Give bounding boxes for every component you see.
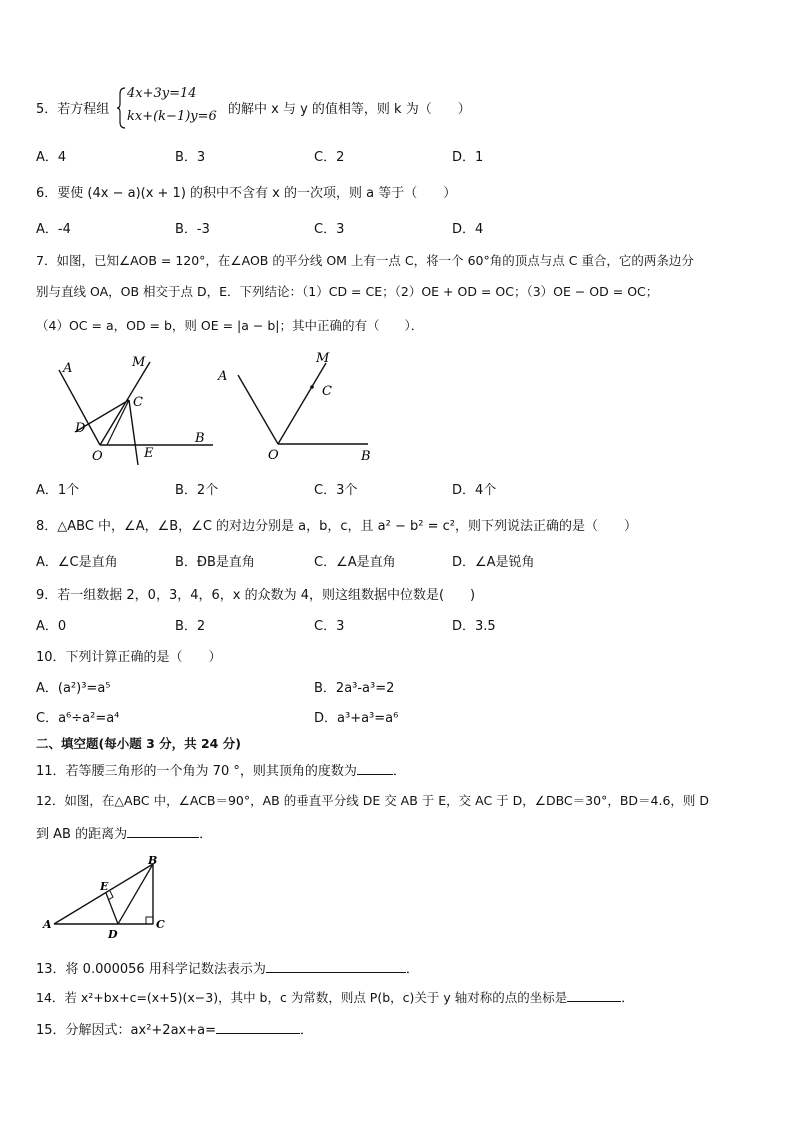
q6-option-c: C．3 bbox=[314, 222, 345, 237]
q6-text: 6．要使 (4x − a)(x + 1) 的积中不含有 x 的一次项，则 a 等于（ ） bbox=[36, 186, 457, 201]
q12-line-1: 12．如图，在△ABC 中，∠ACB＝90°，AB 的垂直平分线 DE 交 AB 于 E，交 AC 于 D，∠DBC＝30°，BD＝4.6，则 D bbox=[36, 793, 709, 808]
q13-text: 13．将 0.000056 用科学记数法表示为 bbox=[36, 962, 266, 977]
q6-option-b: B．-3 bbox=[175, 222, 210, 237]
q9-option-a: A．0 bbox=[36, 619, 67, 634]
fig1-label-o: O bbox=[92, 449, 103, 464]
q14-text: 14．若 x²+bx+c=(x+5)(x−3)，其中 b，c 为常数，则点 P(b，c)关于 y 轴对称的点的坐标是 bbox=[36, 990, 568, 1005]
q6-option-d: D．4 bbox=[452, 222, 484, 237]
q7-option-c: C．3个 bbox=[314, 483, 358, 498]
fig3-label-b: B bbox=[148, 854, 158, 867]
fig1-label-c: C bbox=[133, 395, 143, 410]
q7-figure-2 bbox=[210, 347, 380, 467]
q8-text: 8．△ABC 中，∠A，∠B，∠C 的对边分别是 a，b，c，且 a² − b² = c²，则下列说法正确的是（ ） bbox=[36, 519, 637, 534]
q10-option-c: C．a⁶÷a²=a⁴ bbox=[36, 711, 120, 726]
q10-option-d: D．a³+a³=a⁶ bbox=[314, 711, 399, 726]
q13-tail: ． bbox=[405, 962, 419, 977]
q9-option-d: D．3.5 bbox=[452, 619, 496, 634]
q9-text: 9．若一组数据 2，0，3，4，6，x 的众数为 4，则这组数据中位数是( ) bbox=[36, 588, 476, 603]
q14-answer-blank[interactable] bbox=[567, 989, 621, 1002]
fig2-label-c: C bbox=[322, 384, 332, 399]
section-2-title: 二、填空题(每小题 3 分，共 24 分) bbox=[36, 736, 241, 751]
fig2-label-o: O bbox=[268, 448, 279, 463]
fig3-label-a: A bbox=[43, 918, 52, 931]
q7-line-3: （4）OC = a，OD = b，则 OE = |a − b|；其中正确的有（ ）． bbox=[36, 318, 424, 333]
q12-line-2: 到 AB 的距离为 bbox=[36, 827, 128, 842]
q5-prefix: 若方程组 bbox=[57, 102, 110, 117]
q10-text: 10．下列计算正确的是（ ） bbox=[36, 650, 222, 665]
q5-option-b: B．3 bbox=[175, 150, 206, 165]
q10-option-b: B．2a³-a³=2 bbox=[314, 681, 395, 696]
q8-option-d: D．∠A是锐角 bbox=[452, 555, 535, 570]
fig1-label-d: D bbox=[75, 421, 86, 436]
q6-option-a: A．-4 bbox=[36, 222, 71, 237]
fig2-label-m: M bbox=[316, 351, 330, 366]
q5-number: 5． bbox=[36, 102, 58, 117]
q5-equation-2: kx+(k−1)y=6 bbox=[127, 109, 217, 124]
q13-row bbox=[36, 958, 419, 977]
fig1-label-a: A bbox=[63, 361, 73, 376]
q10-option-a: A．(a²)³=a⁵ bbox=[36, 681, 111, 696]
q7-line-2: 别与直线 OA，OB 相交于点 D，E．下列结论：（1）CD = CE；（2）OE + OD = OC；（3）OE − OD = OC； bbox=[36, 284, 659, 299]
q7-line-1: 7．如图，已知∠AOB = 120°，在∠AOB 的平分线 OM 上有一点 C，将一个 60°角的顶点与点 C 重合，它的两条边分 bbox=[36, 253, 694, 268]
fig1-label-e: E bbox=[144, 446, 154, 461]
q8-option-b: B．ÐB是直角 bbox=[175, 555, 255, 570]
q12-triangle-figure bbox=[38, 852, 178, 942]
q9-option-c: C．3 bbox=[314, 619, 345, 634]
q5-option-c: C．2 bbox=[314, 150, 345, 165]
fig1-label-m: M bbox=[132, 355, 146, 370]
q5-equation-1: 4x+3y=14 bbox=[127, 86, 197, 101]
q14-tail: ． bbox=[621, 990, 634, 1005]
q5-option-a: A．4 bbox=[36, 150, 67, 165]
q5-number-and-prefix bbox=[36, 98, 109, 117]
fig2-label-b: B bbox=[361, 449, 371, 464]
q14-row bbox=[36, 988, 634, 1006]
q11-text: 11．若等腰三角形的一个角为 70 °，则其顶角的度数为 bbox=[36, 764, 357, 779]
q15-row bbox=[36, 1019, 313, 1038]
q5-option-d: D．1 bbox=[452, 150, 484, 165]
q7-option-d: D．4个 bbox=[452, 483, 497, 498]
equation-brace bbox=[117, 86, 127, 130]
q15-text: 15．分解因式：ax²+2ax+a= bbox=[36, 1023, 216, 1038]
q8-option-c: C．∠A是直角 bbox=[314, 555, 396, 570]
q8-option-a: A．∠C是直角 bbox=[36, 555, 118, 570]
q12-answer-blank[interactable] bbox=[127, 825, 199, 838]
q12-tail: ． bbox=[199, 827, 213, 842]
q15-tail: ． bbox=[300, 1023, 314, 1038]
q11-tail: ． bbox=[392, 764, 406, 779]
q13-answer-blank[interactable] bbox=[266, 960, 406, 973]
fig1-label-b: B bbox=[195, 431, 205, 446]
q5-suffix: 的解中 x 与 y 的值相等，则 k 为（ ） bbox=[228, 102, 471, 117]
q7-option-b: B．2个 bbox=[175, 483, 219, 498]
q15-answer-blank[interactable] bbox=[216, 1021, 300, 1034]
q7-figure-1 bbox=[45, 350, 228, 470]
fig3-label-e: E bbox=[100, 880, 109, 893]
q7-option-a: A．1个 bbox=[36, 483, 80, 498]
q12-line-2-row bbox=[36, 823, 212, 842]
fig3-label-d: D bbox=[108, 928, 118, 941]
q11-answer-blank[interactable] bbox=[357, 762, 393, 775]
q9-option-b: B．2 bbox=[175, 619, 206, 634]
q11-row bbox=[36, 760, 406, 779]
fig3-label-c: C bbox=[156, 918, 165, 931]
fig2-label-a: A bbox=[218, 369, 228, 384]
